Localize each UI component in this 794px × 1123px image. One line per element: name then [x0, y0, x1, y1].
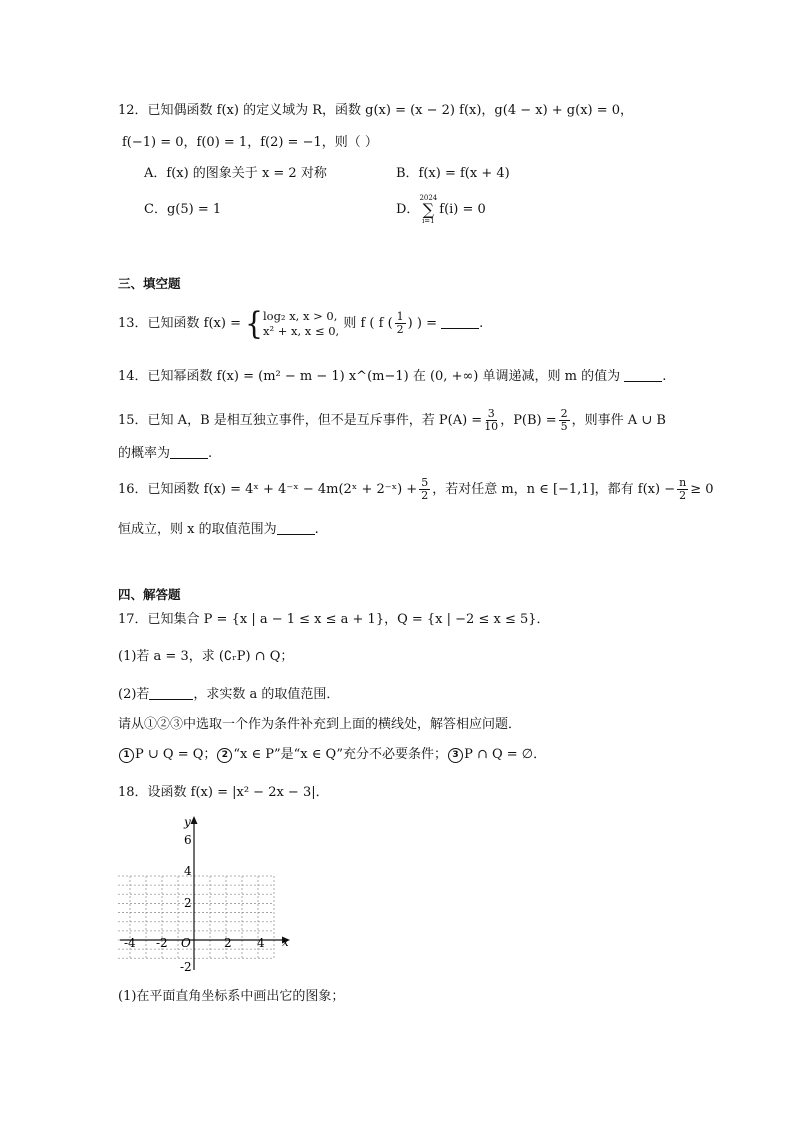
section-4-heading: 四、解答题	[118, 587, 181, 602]
x-tick-label: -4	[124, 936, 136, 950]
q15-end: .	[208, 446, 213, 461]
q18-line1: 18．设函数 f(x) = |x² − 2x − 3|．	[118, 785, 329, 800]
case-1: log₂ x, x > 0,	[262, 308, 338, 323]
left-brace: {	[245, 304, 263, 342]
q17-part2	[118, 685, 339, 705]
answer-blank[interactable]	[170, 446, 208, 459]
q12-line1: 12．已知偶函数 f(x) 的定义域为 R，函数 g(x) = (x − 2) f(x)，g(4 − x) + g(x) = 0，	[118, 103, 634, 118]
x-tick-label: 2	[224, 936, 232, 950]
numerator: n	[679, 476, 687, 489]
numerator: 5	[421, 476, 429, 489]
q15-line2	[118, 444, 212, 464]
y-tick-label: 4	[184, 864, 192, 878]
numerator: 2	[560, 407, 568, 420]
answer-blank[interactable]	[149, 687, 193, 700]
q16-mid: ，若对任意 m，n ∈ [−1,1]，都有 f(x) −	[432, 482, 676, 497]
q16-end: .	[314, 522, 319, 537]
case-2: x² + x, x ≤ 0,	[262, 323, 340, 338]
fraction	[484, 408, 498, 433]
q12-line2: f(−1) = 0，f(0) = 1，f(2) = −1，则（ ）	[122, 135, 378, 150]
answer-blank[interactable]	[441, 316, 479, 329]
q17-conditions	[118, 745, 546, 765]
q13-prefix: 13．已知函数 f(x) =	[118, 316, 241, 331]
condition-2: “x ∈ P”是“x ∈ Q”充分不必要条件；	[233, 747, 448, 762]
q17-part2-pre: (2)若	[118, 687, 150, 702]
q15-line2-text: 的概率为	[118, 446, 171, 461]
circled-number-2: 2	[217, 748, 232, 763]
q16-line2-text: 恒成立，则 x 的取值范围为	[118, 522, 277, 537]
sum-lower: i=1	[422, 217, 435, 225]
condition-1: P ∪ Q = Q；	[135, 747, 217, 762]
denominator: 2	[396, 323, 404, 336]
q12-option-c: C．g(5) = 1	[144, 202, 222, 217]
sigma-symbol: ∑	[422, 200, 435, 219]
q14-end: .	[662, 369, 667, 384]
y-axis-arrow-icon	[191, 816, 198, 824]
q14	[118, 367, 666, 387]
fraction	[419, 477, 430, 502]
answer-blank[interactable]	[277, 522, 315, 535]
q14-text: 14．已知幂函数 f(x) = (m² − m − 1) x^(m−1) 在 (0, +∞) 单调递减，则 m 的值为	[118, 369, 621, 384]
fraction	[677, 477, 688, 502]
q16-prefix: 16．已知函数 f(x) = 4ˣ + 4⁻ˣ − 4m(2ˣ + 2⁻ˣ) +	[118, 482, 418, 497]
q13	[118, 306, 483, 342]
q12-option-d-label: D．	[396, 202, 420, 217]
circled-number-1: 1	[119, 748, 134, 763]
q13-end: .	[479, 316, 484, 331]
origin-label: O	[181, 936, 191, 950]
q13-mid: 则 f ( f (	[343, 316, 393, 331]
coordinate-grid	[118, 814, 294, 974]
q12-option-d	[396, 193, 486, 227]
answer-blank[interactable]	[624, 369, 662, 382]
q13-suffix: ) ) =	[407, 316, 437, 331]
q17-instruction: 请从①②③中选取一个作为条件补充到上面的横线处，解答相应问题．	[118, 717, 522, 732]
fraction-half	[395, 311, 406, 336]
q16-suffix: ≥ 0	[690, 482, 714, 497]
denominator: 10	[484, 420, 499, 433]
denominator: 5	[560, 420, 568, 433]
q12-option-d-rest: f(i) = 0	[439, 202, 486, 217]
sum-upper: 2024	[419, 194, 438, 202]
y-tick-label: -2	[180, 960, 192, 974]
q17-line1: 17．已知集合 P = {x | a − 1 ≤ x ≤ a + 1}，Q = {x | −2 ≤ x ≤ 5}．	[118, 612, 550, 627]
q16-line2	[118, 520, 319, 540]
q12-option-a: A．f(x) 的图象关于 x = 2 对称	[144, 166, 327, 181]
condition-3: P ∩ Q = ∅．	[464, 747, 547, 762]
y-axis-label: y	[184, 815, 191, 829]
q16-line1	[118, 473, 713, 507]
denominator: 2	[421, 489, 429, 502]
section-3-heading: 三、填空题	[118, 276, 181, 291]
numerator: 1	[396, 310, 404, 323]
x-axis-label: x	[282, 935, 289, 949]
y-tick-label: 6	[184, 833, 192, 847]
numerator: 3	[487, 407, 495, 420]
denominator: 2	[679, 489, 687, 502]
circled-number-3: 3	[448, 748, 463, 763]
grid-lines	[118, 876, 274, 958]
q15-prefix: 15．已知 A，B 是相互独立事件，但不是互斥事件，若 P(A) =	[118, 413, 483, 428]
piecewise-cases	[263, 309, 339, 339]
summation	[419, 194, 437, 225]
q15-suffix: ，则事件 A ∪ B	[571, 413, 666, 428]
q17-part1: (1)若 a = 3，求 (∁ᵣP) ∩ Q；	[118, 649, 294, 664]
fraction	[559, 408, 570, 433]
q12-option-b: B．f(x) = f(x + 4)	[396, 166, 510, 181]
q15-mid: ，P(B) =	[500, 413, 557, 428]
q15-line1	[118, 404, 666, 438]
q17-part2-post: ，求实数 a 的取值范围．	[193, 687, 340, 702]
q18-part1: (1)在平面直角坐标系中画出它的图象；	[118, 989, 345, 1004]
x-tick-label: -2	[156, 936, 168, 950]
x-tick-label: 4	[257, 936, 265, 950]
y-tick-label: 2	[184, 896, 192, 910]
